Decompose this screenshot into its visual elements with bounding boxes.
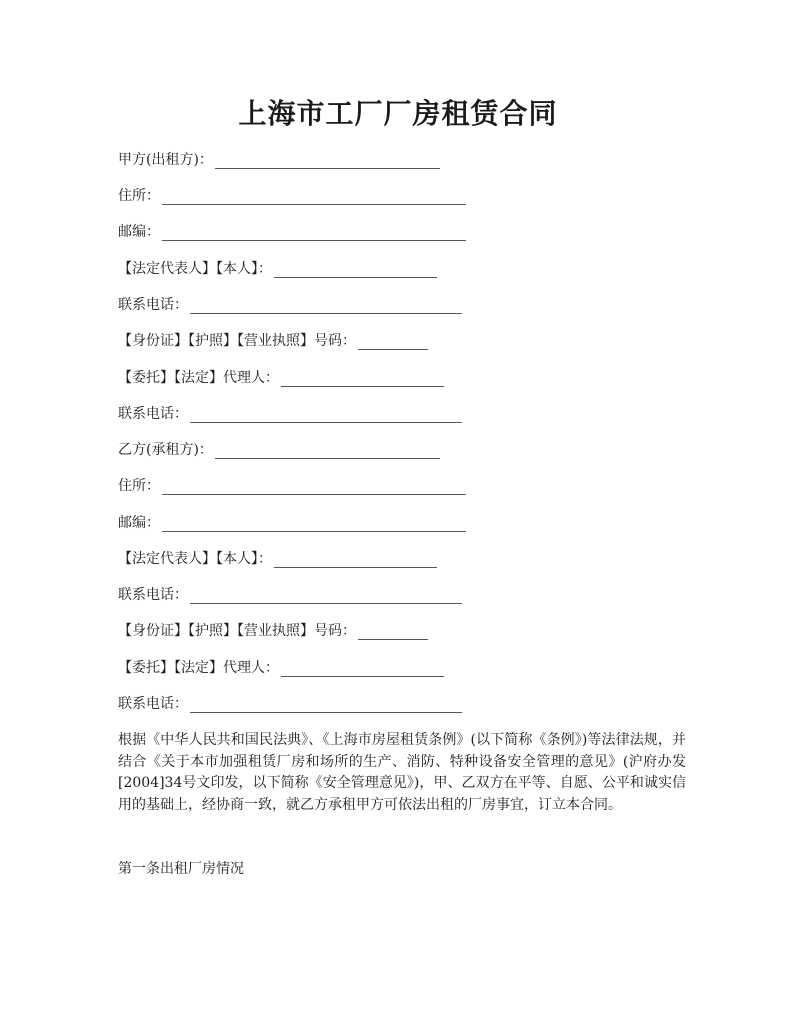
party-a-agent-phone-blank[interactable] bbox=[190, 406, 462, 423]
party-b-agent-label: 【委托】【法定】代理人： bbox=[118, 660, 279, 676]
party-b-id-field bbox=[118, 622, 428, 640]
party-a-rep-label: 【法定代表人】【本人】： bbox=[118, 261, 272, 277]
party-a-agent-phone-field bbox=[118, 405, 462, 423]
party-b-address-blank[interactable] bbox=[162, 478, 466, 495]
party-b-postcode-blank[interactable] bbox=[162, 515, 466, 532]
party-b-rep-field bbox=[118, 550, 437, 568]
party-a-id-blank[interactable] bbox=[358, 333, 428, 350]
party-a-name-field bbox=[118, 151, 440, 169]
party-a-phone-blank[interactable] bbox=[190, 297, 462, 314]
party-b-agent-field bbox=[118, 659, 444, 677]
party-b-phone-blank[interactable] bbox=[190, 587, 462, 604]
party-a-name-label: 甲方(出租方)： bbox=[118, 152, 213, 168]
party-a-id-label: 【身份证】【护照】【营业执照】号码： bbox=[118, 333, 356, 349]
party-b-id-label: 【身份证】【护照】【营业执照】号码： bbox=[118, 623, 356, 639]
party-b-address-field bbox=[118, 477, 466, 495]
party-b-postcode-field bbox=[118, 514, 466, 532]
party-a-agent-field bbox=[118, 369, 444, 387]
party-a-phone-field bbox=[118, 296, 462, 314]
party-a-rep-field bbox=[118, 260, 437, 278]
party-a-id-field bbox=[118, 332, 428, 350]
party-a-agent-phone-label: 联系电话： bbox=[118, 406, 188, 422]
party-b-name-field bbox=[118, 441, 440, 459]
party-a-postcode-label: 邮编： bbox=[118, 224, 160, 240]
party-a-address-label: 住所： bbox=[118, 188, 160, 204]
article-1-heading: 第一条出租厂房情况 bbox=[118, 861, 244, 877]
intro-paragraph: 根据《中华人民共和国民法典》、《上海市房屋租赁条例》(以下简称《条例》)等法律法规，并结合《关于本市加强租赁厂房和场所的生产、消防、特种设备安全管理的意见》(沪府办发[2004]34号文印发，以下简称《安全管理意见》)，甲、乙双方在平等、自愿、公平和诚实信用的基础上，经协商一致，就乙方承租甲方可依法出租的厂房事宜，订立本合同。 bbox=[118, 732, 686, 813]
party-a-address-field bbox=[118, 187, 466, 205]
party-b-address-label: 住所： bbox=[118, 478, 160, 494]
party-a-postcode-field bbox=[118, 223, 466, 241]
party-a-postcode-blank[interactable] bbox=[162, 224, 466, 241]
party-b-rep-label: 【法定代表人】【本人】： bbox=[118, 551, 272, 567]
document-title: 上海市工厂厂房租赁合同 bbox=[238, 97, 558, 130]
party-a-agent-label: 【委托】【法定】代理人： bbox=[118, 370, 279, 386]
party-b-phone-field bbox=[118, 586, 462, 604]
party-a-name-blank[interactable] bbox=[215, 152, 440, 169]
party-a-rep-blank[interactable] bbox=[274, 261, 437, 278]
party-b-rep-blank[interactable] bbox=[274, 551, 437, 568]
party-a-address-blank[interactable] bbox=[162, 188, 466, 205]
party-b-agent-phone-blank[interactable] bbox=[190, 696, 462, 713]
party-b-name-label: 乙方(承租方)： bbox=[118, 442, 213, 458]
party-b-name-blank[interactable] bbox=[215, 442, 440, 459]
party-a-phone-label: 联系电话： bbox=[118, 297, 188, 313]
party-b-agent-phone-field bbox=[118, 695, 462, 713]
party-b-phone-label: 联系电话： bbox=[118, 587, 188, 603]
party-b-agent-blank[interactable] bbox=[281, 660, 444, 677]
party-a-agent-blank[interactable] bbox=[281, 370, 444, 387]
party-b-id-blank[interactable] bbox=[358, 623, 428, 640]
party-b-agent-phone-label: 联系电话： bbox=[118, 696, 188, 712]
party-b-postcode-label: 邮编： bbox=[118, 515, 160, 531]
